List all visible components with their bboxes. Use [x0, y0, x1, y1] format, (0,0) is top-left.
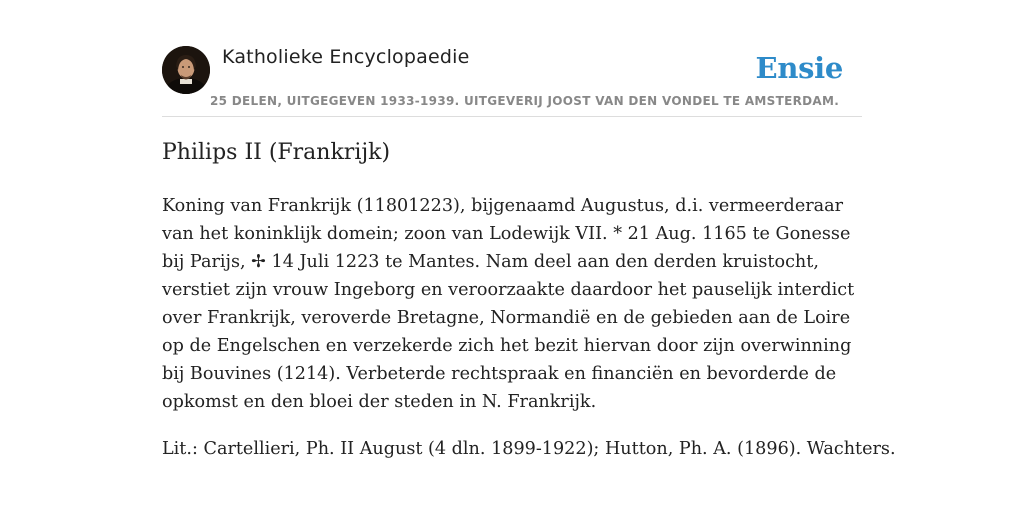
- entry-literature: Lit.: Cartellieri, Ph. II August (4 dln. 1899-1922); Hutton, Ph. A. (1896). Wachters.: [162, 439, 896, 459]
- page-container: [162, 0, 896, 459]
- ensie-logo[interactable]: Ensie: [755, 51, 843, 85]
- entry-title: Philips II (Frankrijk): [162, 140, 391, 165]
- source-title[interactable]: Katholieke Encyclopaedie: [222, 46, 470, 68]
- portrait-avatar-icon[interactable]: [162, 46, 210, 94]
- source-meta: 25 DELEN, UITGEGEVEN 1933-1939. UITGEVERIJ JOOST VAN DEN VONDEL TE AMSTERDAM.: [210, 94, 840, 108]
- source-header: [162, 0, 862, 117]
- entry-body: Koning van Frankrijk (11801223), bijgenaamd Augustus, d.i. vermeerderaar van het koninklijk domein; zoon van Lodewijk VII. * 21 Aug. 1165 te Gonesse bij Parijs, ✢ 14 Juli 1223 te Mantes. Nam deel aan den derden kruistocht, verstiet zijn vrouw Ingeborg en veroorzaakte daardoor het pauselijk interdict over Frankrijk, veroverde Bretagne, Normandië en de gebieden aan de Loire op de Engelschen en verzekerde zich het bezit hiervan door zijn overwinning bij Bouvines (1214). Verbeterde rechtspraak en financiën en bevorderde de opkomst en den bloei der steden in N. Frankrijk.: [162, 196, 855, 412]
